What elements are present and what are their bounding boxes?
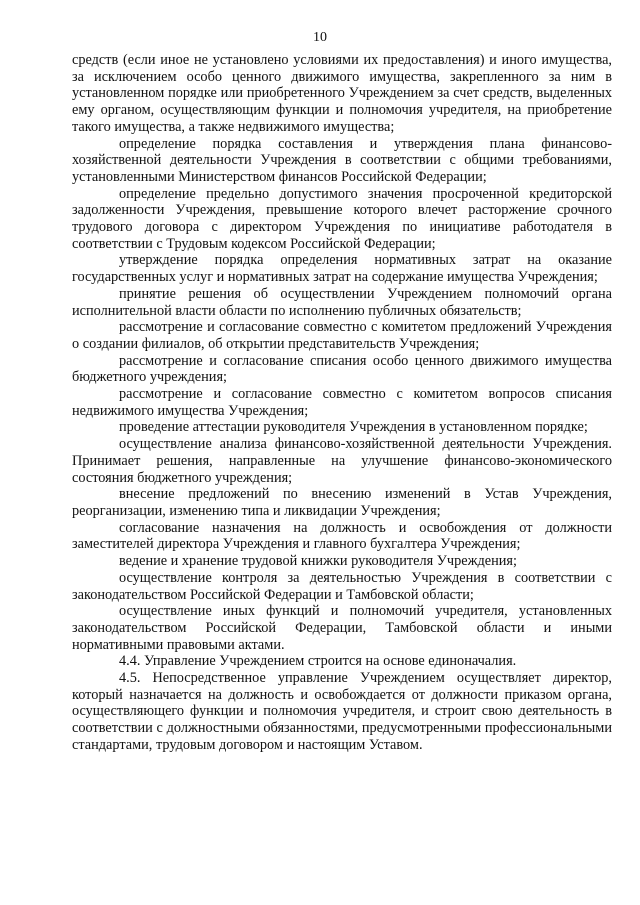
paragraph-attestation: проведение аттестации руководителя Учреждения в установленном порядке; [119,419,588,436]
paragraph-continuation: средств (если иное не установлено условиями их предоставления) и иного имущества, за исключением особо ценного движимого имущества, закрепленного за ним в установленном порядке или приобретенного Учреждением за счет средств, выделенных ему органом, осуществляющим функции и полномочия учредителя, на приобретение такого имущества, а также недвижимого имущества; [72,52,612,135]
paragraph-branches: рассмотрение и согласование совместно с комитетом предложений Учреждения о создании филиалов, об открытии представительств Учреждения; [72,319,612,352]
paragraph-overdue-debt: определение предельно допустимого значения просроченной кредиторской задолженности Учреждения, превышение которого влечет расторжение срочного трудового договора с директором Учреждения по инициативе работодателя в соответствии с Трудовым кодексом Российской Федерации; [72,185,612,252]
paragraph-public-obligations: принятие решения об осуществлении Учреждением полномочий органа исполнительной власти области по исполнению публичных обязательств; [72,285,612,319]
paragraph-movable-writeoff: рассмотрение и согласование списания особо ценного движимого имущества бюджетного учреждения; [72,352,612,386]
paragraph-4-4: 4.4. Управление Учреждением строится на основе единоначалия. [119,653,517,670]
paragraph-normative-costs: утверждение порядка определения нормативных затрат на оказание государственных услуг и нормативных затрат на содержание имущества Учреждения; [72,252,612,286]
paragraph-financial-plan: определение порядка составления и утверждения плана финансово-хозяйственной деятельности Учреждения в соответствии с общими требованиями, установленными Министерством финансов Российской Федерации; [72,135,612,185]
paragraph-deputies: согласование назначения на должность и освобождения от должности заместителей директора Учреждения и главного бухгалтера Учреждения; [72,519,612,553]
paragraph-control: осуществление контроля за деятельностью Учреждения в соответствии с законодательством Российской Федерации и Тамбовской области; [72,569,612,603]
paragraph-charter-changes: внесение предложений по внесению изменений в Устав Учреждения, реорганизации, изменению типа и ликвидации Учреждения; [72,486,612,519]
document-body [72,52,612,754]
paragraph-work-book: ведение и хранение трудовой книжки руководителя Учреждения; [119,553,517,570]
paragraph-immovable-writeoff: рассмотрение и согласование совместно с комитетом вопросов списания недвижимого имущества Учреждения; [72,386,612,419]
paragraph-analysis: осуществление анализа финансово-хозяйственной деятельности Учреждения. Принимает решения, направленные на улучшение финансово-экономического состояния бюджетного учреждения; [72,436,612,486]
page-number: 10 [313,30,327,45]
paragraph-4-5: 4.5. Непосредственное управление Учреждением осуществляет директор, который назначается на должность и освобождается от должности приказом органа, осуществляющего функции и полномочия учредителя, и строит свою деятельность в соответствии с должностными обязанностями, предусмотренными профессиональными стандартами, трудовым договором и настоящим Уставом. [72,670,612,753]
paragraph-other-functions: осуществление иных функций и полномочий учредителя, установленных законодательством Российской Федерации, Тамбовской области и иными нормативными правовыми актами. [72,603,612,653]
